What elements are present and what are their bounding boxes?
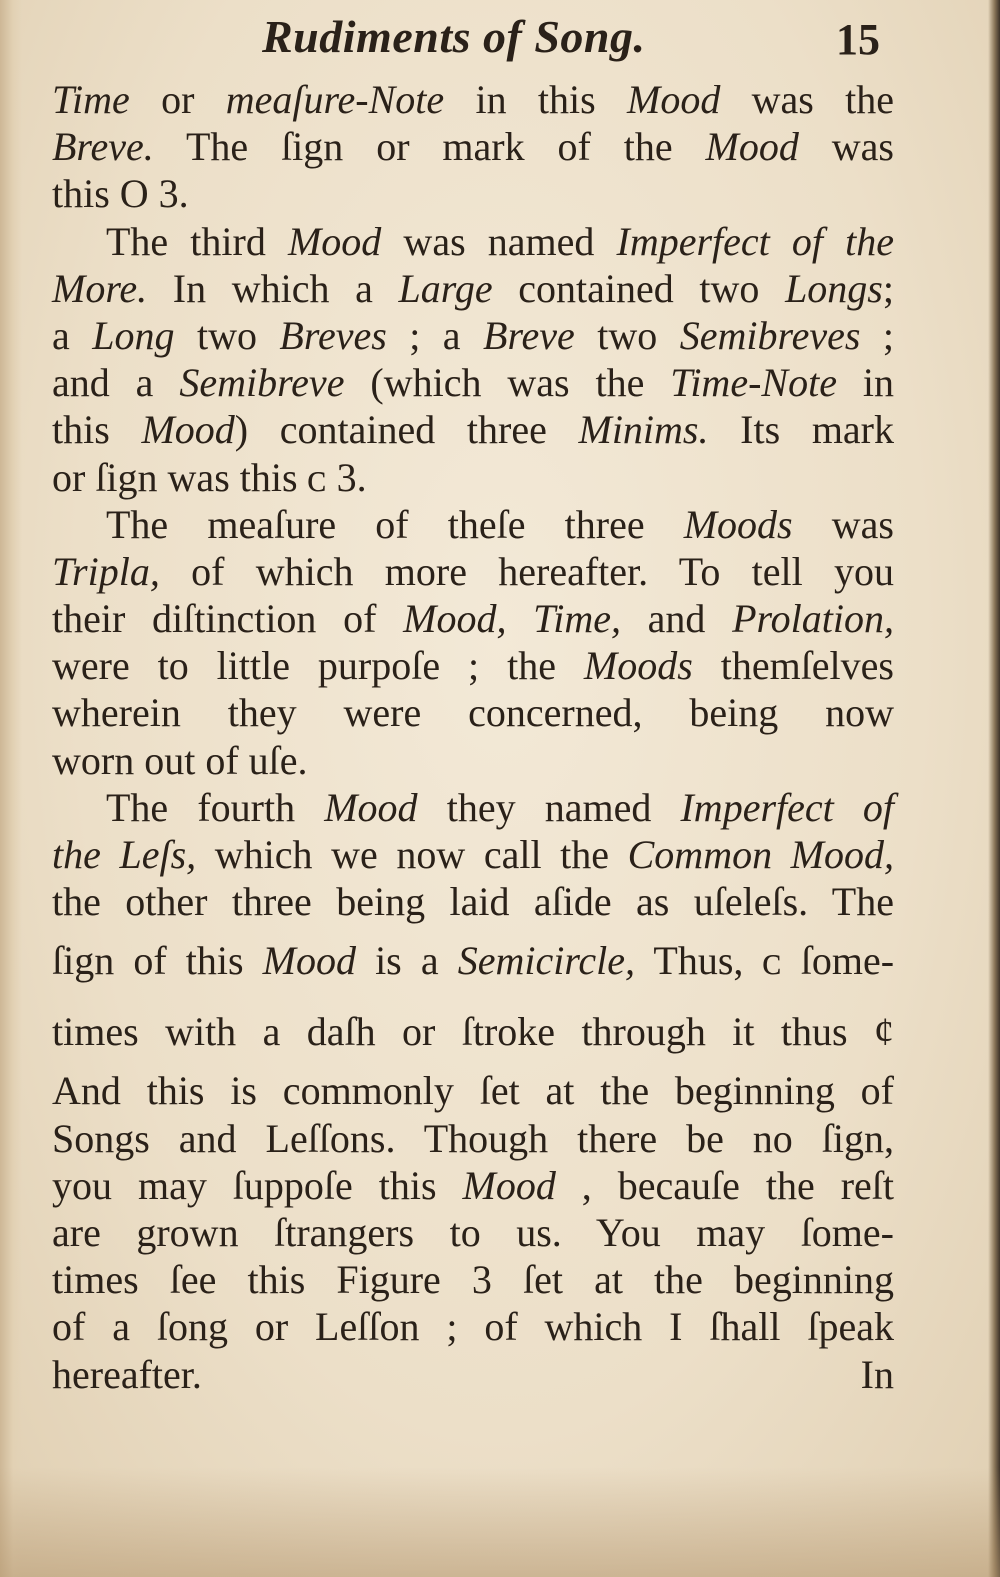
italic-text: Time [52,77,130,122]
italic-text: Prolation, [732,596,894,642]
italic-text: Semibreve [179,360,345,406]
text-line [52,265,894,312]
roman-text: this [52,407,142,453]
text-line [52,878,894,925]
roman-text: The third [106,218,288,264]
page-bottom-stain [0,1467,1000,1577]
text-line [52,996,894,1067]
italic-text: Moods [683,501,793,547]
italic-text: Mood [262,938,356,984]
italic-text: Long [92,312,175,358]
roman-text: ) contained three [234,407,579,453]
roman-text: or [129,77,226,122]
page-body-text [52,76,894,1398]
italic-text: Imperfect of [680,784,894,830]
roman-text: hereafter. [52,1351,202,1397]
page-number: 15 [836,15,880,64]
italic-text: Tripla, [52,548,160,594]
text-line [52,312,894,359]
roman-text: which we now call the [196,832,628,877]
italic-text: meaſure-Note [225,77,445,122]
italic-text: Longs [785,265,883,311]
text-line [52,123,894,170]
text-line [52,1162,894,1209]
roman-text: The ſign or mark of the [153,124,706,170]
roman-text: in this [444,77,627,122]
roman-text: are grown ſtrangers to us. You may ſome- [52,1209,894,1255]
italic-text: Minims. [578,407,709,453]
roman-text: the other three being laid aſide as uſeleſs. The [52,879,894,925]
italic-text: Semicircle, [457,938,636,984]
text-line [52,642,894,689]
italic-text: Mood [705,124,799,170]
text-line [52,359,894,406]
roman-text: times ſee this Figure 3 ſet at the beginning [52,1257,894,1303]
italic-text: Mood [287,218,382,264]
text-line [52,689,894,736]
italic-text: Imperfect of the [616,218,895,264]
roman-text: ; [882,265,894,311]
roman-text: was [792,501,894,547]
roman-text: contained two [492,265,786,311]
roman-text: ; [860,312,895,358]
text-line [52,1303,894,1350]
roman-text: themſelves [692,643,894,689]
page-header [0,6,1000,76]
text-line [52,501,894,548]
roman-text: or ſign was this ᴄ 3. [52,454,367,500]
italic-text: Mood [324,784,418,830]
roman-text: you may ſuppoſe this [52,1162,463,1208]
italic-text: Breve [483,312,575,358]
italic-text: Large [398,265,493,311]
text-line [52,548,894,595]
roman-text: a [52,312,93,358]
text-line [52,1115,894,1162]
roman-text: Songs and Leſſons. Though there be no ſign, [52,1115,894,1161]
roman-text: they named [417,784,681,830]
roman-text: In which a [147,265,399,311]
roman-text: and a [52,360,180,406]
roman-text: two [574,312,680,358]
roman-text: times with a daſh or ſtroke through it thus ¢ [52,1009,894,1055]
text-line [52,784,894,831]
italic-text: Mood, Time, [403,596,621,642]
italic-text: Mood [462,1162,556,1208]
roman-text: (which was the [344,360,671,406]
roman-text: was named [381,218,617,264]
roman-text: The fourth [106,784,325,830]
italic-text: Breve. [52,124,154,170]
italic-text: the Leſs, [52,832,197,877]
page-gutter-shadow [0,0,22,1577]
text-line [52,1067,894,1114]
roman-text: worn out of uſe. [52,737,308,783]
text-line [52,1256,894,1303]
text-line [52,595,894,642]
text-line [52,76,894,123]
roman-text: The meaſure of theſe three [106,501,684,547]
italic-text: Common Mood, [627,832,894,877]
running-title: Rudiments of Song. [262,11,646,62]
text-line [52,737,894,784]
roman-text: , becauſe the reſt [555,1162,895,1208]
roman-text: were to little purpoſe ; the [52,643,584,689]
roman-text: wherein they were concerned, being now [52,690,894,736]
italic-text: Mood [627,77,721,122]
catchword: In [860,1351,894,1397]
text-line [52,1351,894,1398]
roman-text: this O 3. [52,171,189,217]
roman-text: their diſtinction of [52,596,404,642]
italic-text: Moods [583,643,693,689]
text-line [52,454,894,501]
text-line [52,831,894,878]
roman-text: was [798,124,894,170]
roman-text: is a [355,938,458,984]
page-edge-shadow [988,0,1000,1577]
text-line [52,1209,894,1256]
italic-text: Semibreves [679,312,861,358]
text-line [52,218,894,265]
roman-text: of which more hereafter. To tell you [159,548,894,594]
roman-text: two [174,312,280,358]
text-line [52,406,894,453]
roman-text: And this is commonly ſet at the beginning of [52,1068,894,1114]
italic-text: Time-Note [670,360,837,406]
roman-text: and [620,596,733,642]
roman-text: Its mark [708,407,894,453]
roman-text: ; a [386,312,484,358]
roman-text: of a ſong or Leſſon ; of which I ſhall ſpeak [52,1304,894,1350]
italic-text: Breves [279,312,387,358]
roman-text: in [836,360,894,406]
roman-text: Thus, ᴄ ſome- [635,938,895,984]
roman-text: was the [720,77,895,122]
roman-text: ſign of this [52,938,263,984]
italic-text: Mood [141,407,235,453]
text-line [52,925,894,996]
text-line [52,170,894,217]
italic-text: More. [52,265,148,311]
